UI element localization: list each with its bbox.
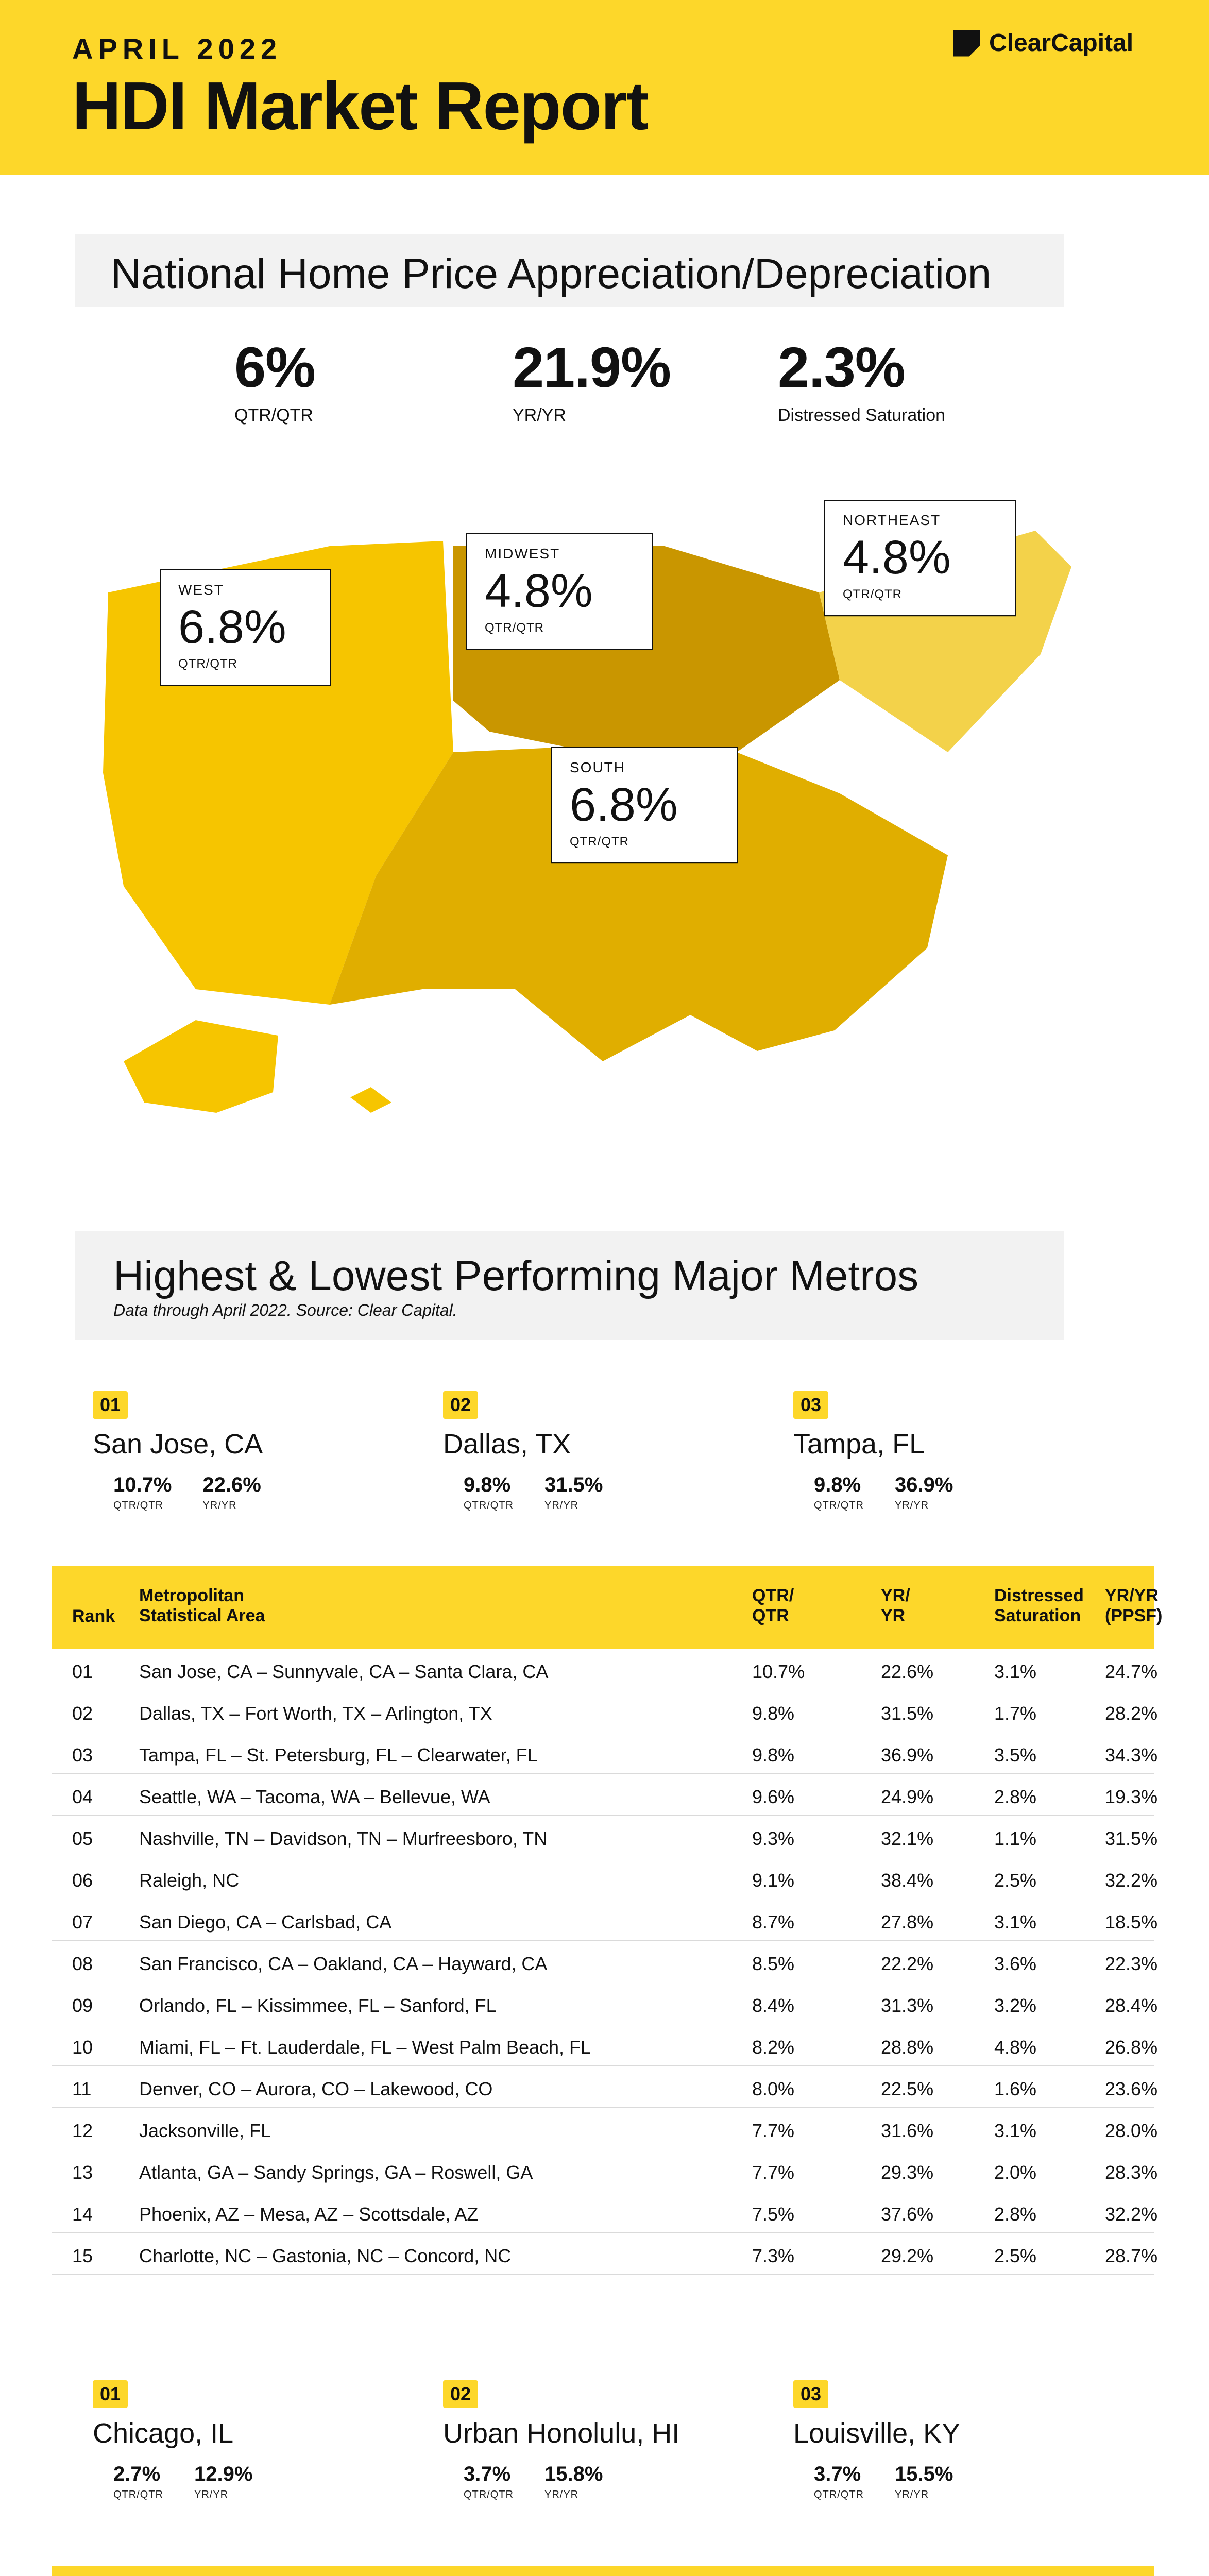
cell-yr: 32.1%: [881, 1828, 934, 1849]
cell-rank: 04: [72, 1786, 93, 1807]
callout-south: [551, 747, 738, 863]
region-label: SOUTH: [570, 759, 625, 775]
cell-yr: 22.6%: [881, 1661, 934, 1682]
metric-label: QTR/QTR: [814, 1500, 864, 1511]
table-row: [52, 2108, 1158, 2149]
cell-yr-ppsf: 31.5%: [1105, 1828, 1158, 1849]
header-yr-ppsf-line1: YR/YR: [1105, 1586, 1159, 1605]
header-yr-line1: YR/: [881, 1586, 910, 1605]
cell-qtr: 7.7%: [752, 2120, 795, 2141]
metric-value: 15.8%: [544, 2463, 603, 2485]
cell-distressed: 2.0%: [994, 2162, 1037, 2183]
cell-distressed: 1.6%: [994, 2078, 1037, 2099]
bottom-metro-card: [93, 2380, 381, 2504]
bottom-metro-card: [793, 2380, 1082, 2504]
header-yr-ppsf: [1105, 1586, 1162, 1626]
cell-yr-ppsf: 28.3%: [1105, 2162, 1158, 2183]
cell-rank: 01: [72, 1661, 93, 1682]
table-row: [52, 2191, 1158, 2233]
cell-msa: Miami, FL – Ft. Lauderdale, FL – West Palm Beach, FL: [139, 2037, 591, 2058]
top-metro-card: [443, 1391, 731, 1515]
kpi-value: 6%: [234, 336, 315, 399]
cell-rank: 08: [72, 1953, 93, 1974]
cell-distressed: 4.8%: [994, 2037, 1037, 2058]
metric-value: 9.8%: [464, 1473, 511, 1496]
callout-northeast: [824, 500, 1016, 616]
metric-value: 31.5%: [544, 1473, 603, 1496]
table-row: [52, 1690, 1158, 1732]
cell-qtr: 9.8%: [752, 1703, 795, 1724]
cell-msa: Jacksonville, FL: [139, 2120, 271, 2141]
metro-name: Louisville, KY: [793, 2418, 961, 2449]
metro-metric-yr: [544, 1473, 603, 1512]
header-msa-line2: Statistical Area: [139, 1606, 265, 1626]
region-value: 4.8%: [843, 531, 951, 584]
table-row: [52, 1649, 1158, 1690]
bottom-metros-table: [52, 2566, 1154, 2576]
metro-metrics: [113, 1473, 261, 1512]
cell-yr-ppsf: 22.3%: [1105, 1953, 1158, 1974]
cell-qtr: 9.3%: [752, 1828, 795, 1849]
metro-rank-badge: 01: [93, 2380, 128, 2408]
metro-metric-yr: [895, 1473, 953, 1512]
cell-msa: Seattle, WA – Tacoma, WA – Bellevue, WA: [139, 1786, 490, 1807]
cell-distressed: 3.2%: [994, 1995, 1037, 2016]
cell-rank: 11: [72, 2078, 92, 2099]
clear-capital-logo-icon: [953, 30, 980, 57]
metro-rank-badge: 03: [793, 2380, 828, 2408]
header-qtr-line1: QTR/: [752, 1586, 794, 1605]
cell-distressed: 3.1%: [994, 1911, 1037, 1933]
cell-msa: Phoenix, AZ – Mesa, AZ – Scottsdale, AZ: [139, 2204, 479, 2225]
cell-yr-ppsf: 32.2%: [1105, 2204, 1158, 2225]
header-yr: [881, 1586, 910, 1626]
cell-msa: Denver, CO – Aurora, CO – Lakewood, CO: [139, 2078, 493, 2099]
report-title: HDI Market Report: [72, 68, 648, 144]
cell-yr-ppsf: 28.2%: [1105, 1703, 1158, 1724]
metro-metrics: [464, 2463, 603, 2501]
cell-qtr: 9.6%: [752, 1786, 795, 1807]
cell-yr-ppsf: 24.7%: [1105, 1661, 1158, 1682]
kpi-distressed: [778, 335, 994, 426]
brand-logo: [953, 29, 1133, 57]
kpi-yr: [513, 335, 729, 426]
cell-msa: Tampa, FL – St. Petersburg, FL – Clearwater, FL: [139, 1744, 538, 1766]
cell-qtr: 7.7%: [752, 2162, 795, 2183]
cell-yr: 31.5%: [881, 1703, 934, 1724]
cell-yr: 22.5%: [881, 2078, 934, 2099]
cell-qtr: 10.7%: [752, 1661, 805, 1682]
kpi-label: QTR/QTR: [234, 405, 313, 425]
us-map: [62, 484, 1133, 1164]
metric-label: YR/YR: [895, 2489, 929, 2500]
metric-label: QTR/QTR: [464, 2489, 514, 2500]
national-section-title: National Home Price Appreciation/Depreciation: [111, 250, 992, 297]
cell-distressed: 3.5%: [994, 1744, 1037, 1766]
cell-yr-ppsf: 23.6%: [1105, 2078, 1158, 2099]
metro-metric-qtr: [464, 2463, 514, 2501]
cell-rank: 02: [72, 1703, 93, 1724]
metro-metric-yr: [544, 2463, 603, 2501]
metro-rank-badge: 02: [443, 1391, 478, 1419]
hawaii-shape: [350, 1087, 391, 1113]
kpi-label: Distressed Saturation: [778, 405, 946, 425]
alaska-shape: [124, 1020, 278, 1113]
metro-metric-yr: [194, 2463, 252, 2501]
metro-metrics: [814, 1473, 953, 1512]
top-metros-table: [52, 1566, 1163, 2275]
cell-msa: Raleigh, NC: [139, 1870, 240, 1891]
header-distressed: [994, 1586, 1084, 1626]
metro-name: San Jose, CA: [93, 1429, 263, 1460]
kpi-label: YR/YR: [513, 405, 566, 425]
region-value: 4.8%: [485, 565, 593, 617]
cell-qtr: 8.7%: [752, 1911, 795, 1933]
metric-value: 2.7%: [113, 2463, 161, 2485]
cell-qtr: 7.3%: [752, 2245, 795, 2266]
cell-msa: Atlanta, GA – Sandy Springs, GA – Roswell, GA: [139, 2162, 533, 2183]
cell-msa: Charlotte, NC – Gastonia, NC – Concord, NC: [139, 2245, 512, 2266]
metro-rank-badge: 03: [793, 1391, 828, 1419]
cell-distressed: 3.1%: [994, 1661, 1037, 1682]
top-metro-card: [793, 1391, 1082, 1515]
region-period: QTR/QTR: [570, 835, 629, 849]
callout-midwest: [466, 533, 653, 650]
cell-rank: 03: [72, 1744, 93, 1766]
metric-value: 12.9%: [194, 2463, 253, 2485]
cell-yr: 38.4%: [881, 1870, 934, 1891]
cell-yr-ppsf: 18.5%: [1105, 1911, 1158, 1933]
metro-name: Dallas, TX: [443, 1429, 571, 1460]
metro-metric-yr: [895, 2463, 953, 2501]
cell-yr-ppsf: 28.7%: [1105, 2245, 1158, 2266]
region-value: 6.8%: [570, 778, 678, 831]
cell-qtr: 8.5%: [752, 1953, 795, 1974]
table-header: [52, 2566, 1154, 2576]
cell-qtr: 7.5%: [752, 2204, 795, 2225]
cell-distressed: 2.8%: [994, 2204, 1037, 2225]
table-row: [52, 2066, 1158, 2108]
cell-rank: 06: [72, 1870, 93, 1891]
metric-value: 9.8%: [814, 1473, 861, 1496]
table-row: [52, 1857, 1158, 1899]
cell-distressed: 2.5%: [994, 1870, 1037, 1891]
kpi-value: 2.3%: [778, 336, 905, 399]
cell-qtr: 8.0%: [752, 2078, 795, 2099]
cell-yr: 31.3%: [881, 1995, 934, 2016]
metro-metric-yr: [202, 1473, 261, 1512]
cell-msa: San Diego, CA – Carlsbad, CA: [139, 1911, 392, 1933]
cell-rank: 14: [72, 2204, 93, 2225]
header-distressed-line2: Saturation: [994, 1606, 1081, 1626]
header-yr-ppsf-line2: (PPSF): [1105, 1606, 1163, 1626]
metric-value: 3.7%: [464, 2463, 511, 2485]
table-row: [52, 1982, 1158, 2024]
metro-metrics: [113, 2463, 252, 2501]
cell-distressed: 2.8%: [994, 1786, 1037, 1807]
kpi-qtr: [234, 335, 451, 426]
region-period: QTR/QTR: [178, 657, 237, 671]
header-distressed-line1: Distressed: [994, 1586, 1084, 1605]
top-banner: [0, 0, 1209, 175]
cell-yr-ppsf: 32.2%: [1105, 1870, 1158, 1891]
table-row: [52, 2149, 1158, 2191]
metro-name: Tampa, FL: [793, 1429, 925, 1460]
metric-value: 3.7%: [814, 2463, 861, 2485]
metro-metric-qtr: [113, 2463, 163, 2501]
cell-rank: 05: [72, 1828, 93, 1849]
metric-value: 10.7%: [113, 1473, 172, 1496]
metro-metric-qtr: [113, 1473, 172, 1512]
cell-yr-ppsf: 34.3%: [1105, 1744, 1158, 1766]
cell-rank: 09: [72, 1995, 93, 2016]
callout-west: [160, 569, 331, 686]
metric-value: 22.6%: [202, 1473, 261, 1496]
region-label: WEST: [178, 582, 224, 598]
metric-label: QTR/QTR: [113, 1500, 163, 1511]
cell-yr-ppsf: 28.4%: [1105, 1995, 1158, 2016]
metro-metric-qtr: [464, 1473, 514, 1512]
cell-distressed: 3.6%: [994, 1953, 1037, 1974]
cell-yr: 24.9%: [881, 1786, 934, 1807]
table-row: [52, 1732, 1158, 1774]
cell-yr-ppsf: 19.3%: [1105, 1786, 1158, 1807]
metro-metric-qtr: [814, 2463, 864, 2501]
bottom-metro-card: [443, 2380, 731, 2504]
kpi-value: 21.9%: [513, 336, 671, 399]
cell-qtr: 8.2%: [752, 2037, 795, 2058]
highlow-title: Highest & Lowest Performing Major Metros: [113, 1252, 919, 1299]
metro-rank-badge: 01: [93, 1391, 128, 1419]
metro-metrics: [814, 2463, 953, 2501]
region-label: MIDWEST: [485, 546, 560, 562]
table-header: [52, 1566, 1163, 1649]
cell-msa: Nashville, TN – Davidson, TN – Murfreesboro, TN: [139, 1828, 548, 1849]
cell-distressed: 2.5%: [994, 2245, 1037, 2266]
cell-yr: 31.6%: [881, 2120, 934, 2141]
cell-yr-ppsf: 28.0%: [1105, 2120, 1158, 2141]
metric-label: YR/YR: [895, 1500, 929, 1511]
brand-name: ClearCapital: [989, 29, 1134, 57]
table-row: [52, 1941, 1158, 1982]
cell-qtr: 9.1%: [752, 1870, 795, 1891]
table-row: [52, 2233, 1158, 2275]
table-row: [52, 1816, 1158, 1857]
cell-distressed: 1.1%: [994, 1828, 1037, 1849]
cell-distressed: 3.1%: [994, 2120, 1037, 2141]
header-msa: [139, 1586, 265, 1626]
report-month: APRIL 2022: [72, 32, 282, 65]
cell-msa: Orlando, FL – Kissimmee, FL – Sanford, FL: [139, 1995, 497, 2016]
top-metro-card: [93, 1391, 381, 1515]
metric-label: YR/YR: [544, 1500, 579, 1511]
metric-label: YR/YR: [544, 2489, 579, 2500]
cell-yr: 36.9%: [881, 1744, 934, 1766]
cell-msa: Dallas, TX – Fort Worth, TX – Arlington, TX: [139, 1703, 492, 1724]
header-qtr-line2: QTR: [752, 1606, 789, 1626]
region-period: QTR/QTR: [843, 587, 902, 601]
cell-yr: 27.8%: [881, 1911, 934, 1933]
table-row: [52, 2024, 1158, 2066]
cell-yr-ppsf: 26.8%: [1105, 2037, 1158, 2058]
metric-label: QTR/QTR: [113, 2489, 163, 2500]
cell-rank: 15: [72, 2245, 93, 2266]
metric-value: 15.5%: [895, 2463, 953, 2485]
metric-value: 36.9%: [895, 1473, 953, 1496]
cell-msa: San Francisco, CA – Oakland, CA – Hayward, CA: [139, 1953, 548, 1974]
table-row: [52, 1899, 1158, 1941]
cell-yr: 37.6%: [881, 2204, 934, 2225]
header-yr-line2: YR: [881, 1606, 906, 1626]
region-label: NORTHEAST: [843, 512, 941, 528]
region-period: QTR/QTR: [485, 621, 544, 635]
cell-yr: 28.8%: [881, 2037, 934, 2058]
cell-yr: 29.2%: [881, 2245, 934, 2266]
cell-distressed: 1.7%: [994, 1703, 1037, 1724]
header-msa-line1: Metropolitan: [139, 1586, 244, 1605]
cell-rank: 13: [72, 2162, 93, 2183]
metric-label: QTR/QTR: [464, 1500, 514, 1511]
cell-qtr: 8.4%: [752, 1995, 795, 2016]
region-value: 6.8%: [178, 601, 286, 653]
cell-rank: 10: [72, 2037, 93, 2058]
metric-label: QTR/QTR: [814, 2489, 864, 2500]
metro-name: Urban Honolulu, HI: [443, 2418, 680, 2449]
metro-rank-badge: 02: [443, 2380, 478, 2408]
cell-rank: 12: [72, 2120, 93, 2141]
cell-rank: 07: [72, 1911, 93, 1933]
cell-yr: 29.3%: [881, 2162, 934, 2183]
metric-label: YR/YR: [202, 1500, 237, 1511]
metro-name: Chicago, IL: [93, 2418, 234, 2449]
cell-msa: San Jose, CA – Sunnyvale, CA – Santa Clara, CA: [139, 1661, 549, 1682]
metro-metric-qtr: [814, 1473, 864, 1512]
metro-metrics: [464, 1473, 603, 1512]
metric-label: YR/YR: [194, 2489, 229, 2500]
header-rank: Rank: [72, 1606, 115, 1626]
highlow-subtitle: Data through April 2022. Source: Clear Capital.: [113, 1301, 457, 1319]
cell-yr: 22.2%: [881, 1953, 934, 1974]
header-qtr: [752, 1586, 794, 1626]
cell-qtr: 9.8%: [752, 1744, 795, 1766]
table-row: [52, 1774, 1158, 1816]
